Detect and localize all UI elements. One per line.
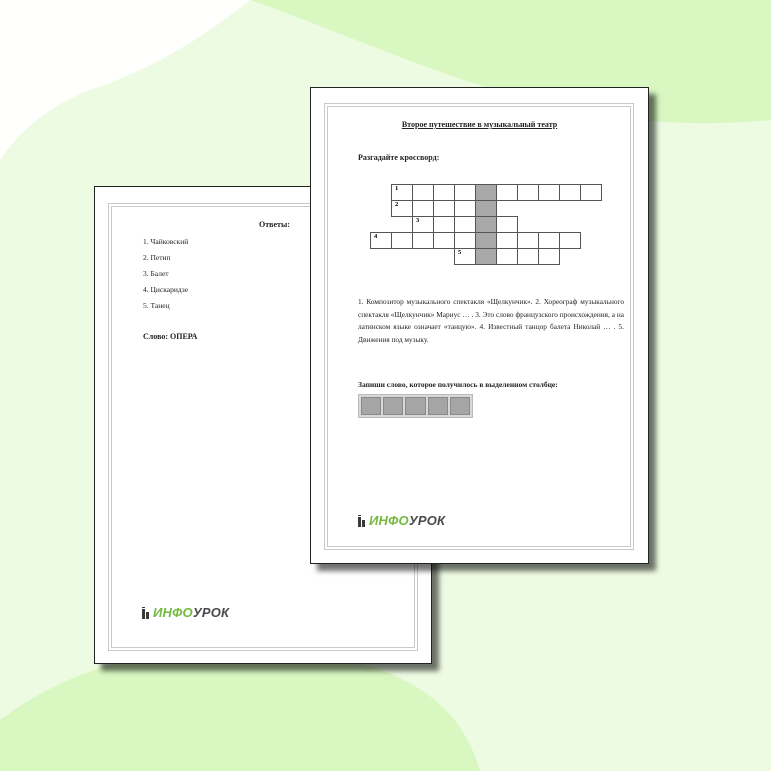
crossword-cell bbox=[433, 232, 455, 249]
answer-word: Слово: ОПЕРА bbox=[143, 332, 198, 341]
crossword-cell bbox=[454, 232, 476, 249]
crossword-number: 2 bbox=[395, 201, 399, 208]
crossword-cell bbox=[496, 248, 518, 265]
answer-cell bbox=[428, 397, 448, 415]
logo-part-1: ИНФО bbox=[153, 605, 193, 620]
crossword-cell bbox=[475, 248, 497, 265]
crossword-number: 1 bbox=[395, 185, 399, 192]
write-word-prompt: Запиши слово, которое получилось в выделенном столбце: bbox=[358, 380, 558, 389]
crossword-number: 4 bbox=[374, 233, 378, 240]
crossword-cell bbox=[412, 232, 434, 249]
logo-mark-icon bbox=[358, 515, 367, 527]
crossword-cell bbox=[517, 184, 539, 201]
answer-item-2: 2. Петип bbox=[143, 253, 171, 262]
crossword-cell bbox=[475, 200, 497, 217]
logo-part-2: УРОК bbox=[408, 513, 446, 528]
task-page bbox=[310, 87, 649, 564]
answer-item-3: 3. Балет bbox=[143, 269, 169, 278]
crossword-cell bbox=[391, 184, 413, 201]
crossword-cell bbox=[433, 200, 455, 217]
crossword-cell bbox=[433, 216, 455, 233]
crossword-number: 5 bbox=[458, 249, 462, 256]
answer-item-5: 5. Танец bbox=[143, 301, 170, 310]
answer-cell bbox=[450, 397, 470, 415]
crossword-cell bbox=[496, 232, 518, 249]
crossword-cell bbox=[559, 184, 581, 201]
crossword-cell bbox=[433, 184, 455, 201]
crossword-cell bbox=[454, 184, 476, 201]
answer-cell bbox=[383, 397, 403, 415]
crossword-cell bbox=[454, 216, 476, 233]
crossword-cell bbox=[391, 200, 413, 217]
crossword-cell bbox=[517, 248, 539, 265]
crossword-cell bbox=[412, 184, 434, 201]
crossword-cell bbox=[517, 232, 539, 249]
crossword-cell bbox=[538, 232, 560, 249]
crossword-cell bbox=[538, 248, 560, 265]
answer-cell bbox=[361, 397, 381, 415]
answer-cell bbox=[405, 397, 425, 415]
answers-title: Ответы: bbox=[259, 220, 290, 229]
answer-item-4: 4. Цискаридзе bbox=[143, 285, 189, 294]
logo-part-1: ИНФО bbox=[369, 513, 409, 528]
crossword-cell bbox=[580, 184, 602, 201]
crossword-cell bbox=[412, 216, 434, 233]
document-title: Второе путешествие в музыкальный театр bbox=[401, 120, 558, 129]
crossword-cell bbox=[475, 232, 497, 249]
crossword-title: Разгадайте кроссворд: bbox=[358, 153, 440, 162]
answer-item-1: 1. Чайковский bbox=[143, 237, 189, 246]
crossword-cell bbox=[454, 248, 476, 265]
crossword-cell bbox=[370, 232, 392, 249]
crossword-cell bbox=[475, 184, 497, 201]
crossword-cell bbox=[538, 184, 560, 201]
logo-mark-icon bbox=[142, 607, 151, 619]
crossword-cell bbox=[496, 184, 518, 201]
crossword-cell bbox=[412, 200, 434, 217]
crossword-number: 3 bbox=[416, 217, 420, 224]
crossword-cell bbox=[475, 216, 497, 233]
infourok-logo bbox=[142, 605, 229, 620]
crossword-clues: 1. Композитор музыкального спектакля «Щелкунчик». 2. Хореограф музыкального спектакля «Щелкунчик» Мариус … . 3. Это слово французского происхождения, а на латинском языке означает «танцую». 4. Известный танцор балета Николай … . 5. Движения под музыку. bbox=[358, 297, 624, 344]
crossword-cell bbox=[559, 232, 581, 249]
crossword-cell bbox=[454, 200, 476, 217]
crossword-cell bbox=[496, 216, 518, 233]
answer-word-cells bbox=[358, 394, 473, 418]
logo-part-2: УРОК bbox=[192, 605, 230, 620]
infourok-logo bbox=[358, 513, 445, 528]
crossword-cell bbox=[391, 232, 413, 249]
